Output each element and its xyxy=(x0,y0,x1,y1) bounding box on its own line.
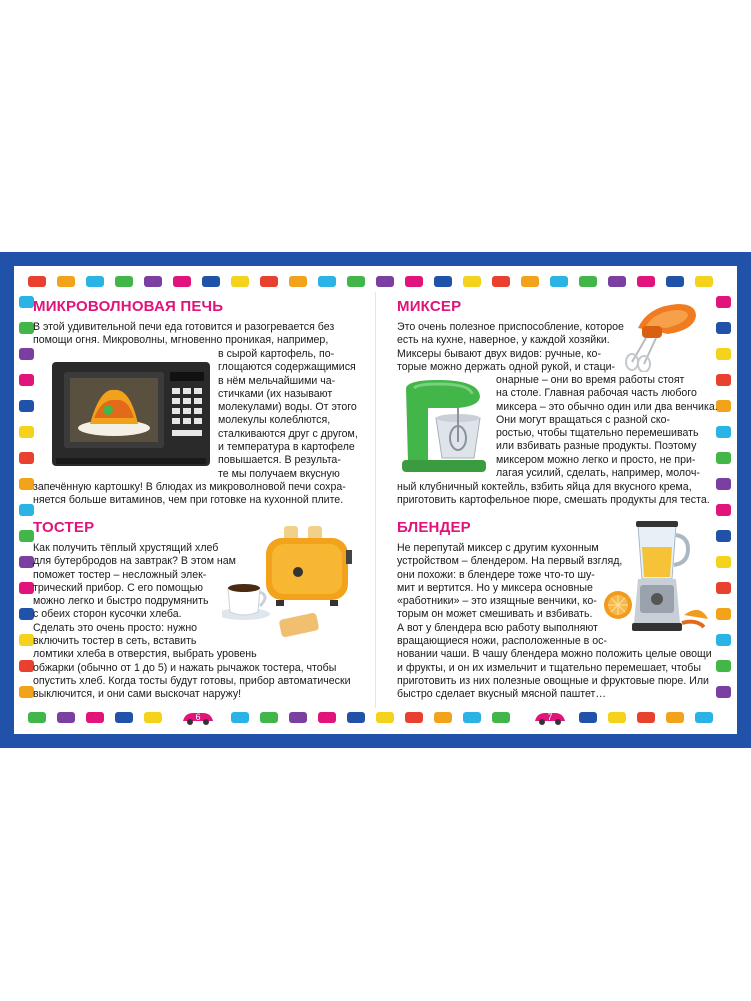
toy-vehicle-icon xyxy=(695,712,713,723)
page-number-left: 6 xyxy=(181,709,215,725)
toy-vehicle-icon xyxy=(637,712,655,723)
toy-vehicle-icon xyxy=(521,276,539,287)
toy-vehicle-icon xyxy=(19,504,34,516)
toy-vehicle-icon xyxy=(260,276,278,287)
toy-vehicle-icon xyxy=(716,452,731,464)
toy-vehicle-icon xyxy=(579,276,597,287)
toy-border-right xyxy=(715,292,733,710)
toy-vehicle-icon xyxy=(57,276,75,287)
toy-vehicle-icon xyxy=(716,608,731,620)
toy-vehicle-icon xyxy=(347,276,365,287)
toy-vehicle-icon xyxy=(19,296,34,308)
toy-border-top xyxy=(14,270,737,294)
toy-vehicle-icon xyxy=(19,608,34,620)
toy-vehicle-icon xyxy=(716,400,731,412)
toy-vehicle-icon xyxy=(173,276,191,287)
toy-vehicle-icon xyxy=(19,322,34,334)
toy-vehicle-icon xyxy=(231,712,249,723)
toy-vehicle-icon xyxy=(716,426,731,438)
toy-border-bottom xyxy=(14,706,737,730)
toy-vehicle-icon xyxy=(231,276,249,287)
section-microwave xyxy=(33,298,223,316)
toy-vehicle-icon xyxy=(405,712,423,723)
toy-vehicle-icon xyxy=(716,660,731,672)
toy-vehicle-icon xyxy=(19,686,34,698)
toy-vehicle-icon xyxy=(19,556,34,568)
toy-vehicle-icon xyxy=(28,276,46,287)
toy-vehicle-icon xyxy=(550,276,568,287)
section-title: БЛЕНДЕР xyxy=(397,519,471,536)
toy-vehicle-icon xyxy=(19,530,34,542)
page-number-right: 7 xyxy=(533,709,567,725)
toy-vehicle-icon xyxy=(463,276,481,287)
toy-vehicle-icon xyxy=(716,504,731,516)
toy-vehicle-icon xyxy=(666,276,684,287)
section-text-microwave: В этой удивительной печи еда готовится и разогревается без помощи огня. Микроволны, мгновенно проникая, например, xyxy=(33,321,335,347)
toy-vehicle-icon xyxy=(695,276,713,287)
toy-vehicle-icon xyxy=(347,712,365,723)
toy-vehicle-icon xyxy=(19,660,34,672)
toy-vehicle-icon xyxy=(716,556,731,568)
toy-vehicle-icon xyxy=(144,276,162,287)
section-text-toaster: Как получить тёплый хрустящий хлеб для бутербродов на завтрак? В этом нам поможет тостер – несложный элек- трический прибор. С его помощью можно легко и быстро подрумянить с обеих сторон кусочки хлеба. Сделать это очень просто: нужно включить тостер в сеть, вставить ломтики хлеба в отверстия, выбрать уровень обжарки (обычно от 1 до 5) и нажать рычажок тостера, чтобы опустить хлеб. Когда тосты будут готовы, прибор автоматически выключится, и они сами выскочат наружу! xyxy=(33,542,351,701)
section-blender xyxy=(397,519,471,537)
toy-vehicle-icon xyxy=(492,276,510,287)
toy-vehicle-icon xyxy=(19,374,34,386)
toy-vehicle-icon xyxy=(144,712,162,723)
microwave-oven-illustration xyxy=(50,358,215,470)
section-title: МИКРОВОЛНОВАЯ ПЕЧЬ xyxy=(33,298,224,315)
toy-vehicle-icon xyxy=(716,322,731,334)
toy-vehicle-icon xyxy=(434,276,452,287)
section-text-mixer-wrap: онарные – они во время работы стоят на столе. Главная рабочая часть любого миксера – это обычно один или два венчика. Они могут вращаться с разной ско- ростью, чтобы тщательно перемешивать или взбивать разные продукты. Поэтому миксером можно легко и просто, не при- лагая усилий, сделать, например, молоч- xyxy=(496,374,718,480)
toy-vehicle-icon xyxy=(19,634,34,646)
toy-vehicle-icon xyxy=(666,712,684,723)
toy-vehicle-icon xyxy=(608,712,626,723)
toy-vehicle-icon xyxy=(86,276,104,287)
toy-vehicle-icon xyxy=(115,712,133,723)
section-title: ТОСТЕР xyxy=(33,519,95,536)
stand-mixer-illustration xyxy=(398,378,490,474)
section-title: МИКСЕР xyxy=(397,298,462,315)
toy-vehicle-icon xyxy=(716,296,731,308)
section-text-microwave-wrap: в сырой картофель, по- глощаются содержащимися в нём мельчайшими ча- стичками (их называют молекулами) воды. От этого молекулы колеблются, сталкиваются друг с другом, и температура в картофеле повышается. В результа- те мы получаем вкусную xyxy=(218,348,358,480)
toy-vehicle-icon xyxy=(57,712,75,723)
toy-vehicle-icon xyxy=(19,478,34,490)
toy-vehicle-icon xyxy=(637,276,655,287)
toy-vehicle-icon xyxy=(289,712,307,723)
toaster-with-coffee-cup-illustration xyxy=(222,520,357,638)
toy-vehicle-icon xyxy=(376,276,394,287)
toy-vehicle-icon xyxy=(716,582,731,594)
section-text-mixer-bottom: ный клубничный коктейль, взбить яйца для вкусного крема, приготовить картофельное пюре, смешать продукты для теста. xyxy=(397,481,710,507)
section-toaster xyxy=(33,519,94,537)
toy-vehicle-icon xyxy=(19,582,34,594)
section-text-mixer: Это очень полезное приспособление, которое есть на кухне, наверное, у каждой хозяйки. Миксеры бывают двух видов: ручные, ко- торые можно держать одной рукой, и стаци- xyxy=(397,321,624,373)
toy-vehicle-icon xyxy=(19,426,34,438)
toy-vehicle-icon xyxy=(463,712,481,723)
toy-vehicle-icon xyxy=(289,276,307,287)
toy-vehicle-icon xyxy=(716,478,731,490)
hand-mixer-illustration xyxy=(620,300,700,372)
toy-vehicle-icon xyxy=(19,348,34,360)
toy-vehicle-icon xyxy=(19,452,34,464)
section-mixer xyxy=(397,298,461,316)
toy-vehicle-icon xyxy=(28,712,46,723)
toy-vehicle-icon xyxy=(716,686,731,698)
toy-vehicle-icon xyxy=(716,374,731,386)
page-fold xyxy=(375,292,376,708)
toy-vehicle-icon xyxy=(716,634,731,646)
toy-vehicle-icon xyxy=(318,276,336,287)
toy-vehicle-icon xyxy=(19,400,34,412)
toy-vehicle-icon xyxy=(86,712,104,723)
toy-vehicle-icon xyxy=(318,712,336,723)
toy-vehicle-icon xyxy=(376,712,394,723)
toy-vehicle-icon xyxy=(492,712,510,723)
toy-vehicle-icon xyxy=(434,712,452,723)
toy-vehicle-icon xyxy=(716,348,731,360)
toy-vehicle-icon xyxy=(716,530,731,542)
blender-with-orange-illustration xyxy=(604,519,710,637)
toy-vehicle-icon xyxy=(579,712,597,723)
section-text-blender: Не перепутай миксер с другим кухонным устройством – блендером. На первый взгляд, они похожи: в блендере тоже что-то шу- мит и вертится. Но у миксера основные «работники» – это изящные венчики, ко- торым он может смешивать и взбивать. А вот у блендера всю работу выполняют вращающиеся ножи, расположенные в ос- новании чаши. В чашу блендера можно положить целые овощи и фрукты, и он их измельчит и тщательно перемешает, чтобы приготовить из них полезные овощные и фруктовые пюре. Или быстро сделает вкусный мясной паштет… xyxy=(397,542,712,701)
toy-vehicle-icon xyxy=(202,276,220,287)
toy-vehicle-icon xyxy=(608,276,626,287)
toy-vehicle-icon xyxy=(115,276,133,287)
toy-vehicle-icon xyxy=(260,712,278,723)
section-text-microwave-bottom: запечённую картошку! В блюдах из микроволновой печи сохра- няется больше витаминов, чем при готовке на кухонной плите. xyxy=(33,481,346,507)
toy-vehicle-icon xyxy=(405,276,423,287)
